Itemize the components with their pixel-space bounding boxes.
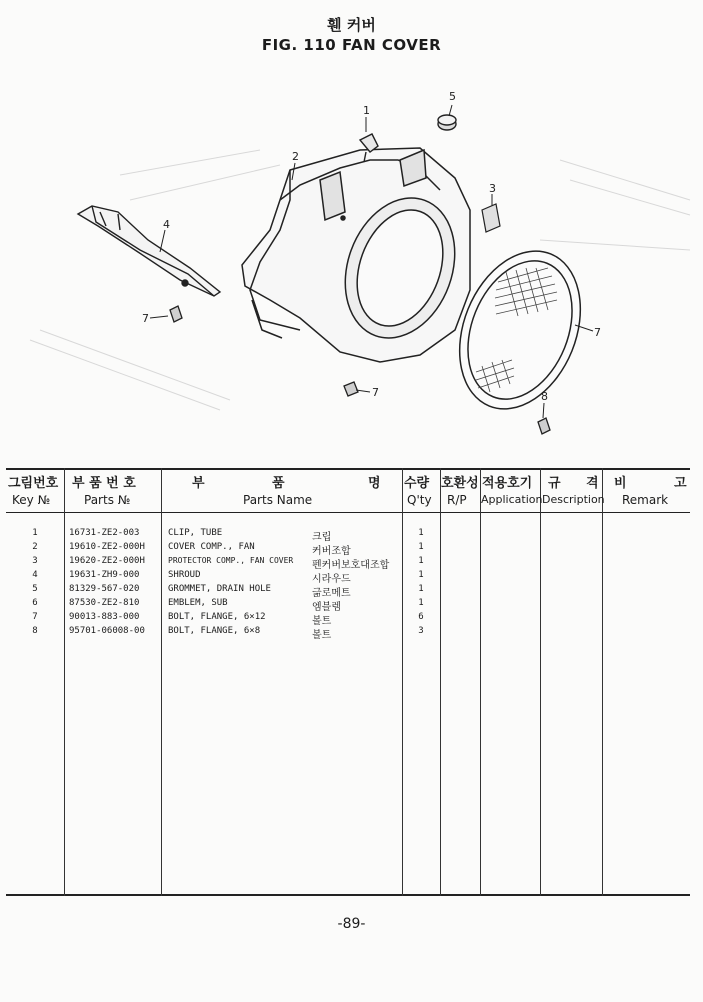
header-description-en: Description (542, 493, 605, 506)
header-qty-en: Q'ty (407, 493, 432, 507)
row-qty: 1 (418, 528, 424, 538)
row-qty: 3 (418, 626, 424, 636)
grommet-part (438, 115, 456, 130)
row-qty: 1 (418, 542, 424, 552)
row-part-number: 16731-ZE2-003 (69, 528, 140, 538)
header-remark-ko-2: 고 (674, 476, 687, 491)
row-part-name: GROMMET, DRAIN HOLE (168, 584, 271, 594)
row-part-name: BOLT, FLANGE, 6×12 (168, 612, 266, 622)
row-part-name-ko: 커버조합 (312, 546, 351, 557)
row-part-name-ko: 볼트 (312, 616, 332, 627)
header-remark-ko-1: 비 (614, 476, 627, 491)
header-key-en: Key № (12, 493, 51, 507)
row-part-name: BOLT, FLANGE, 6×8 (168, 626, 261, 636)
table-row (6, 542, 690, 556)
callout-7b: 7 (372, 386, 379, 399)
callout-7a: 7 (142, 312, 149, 325)
row-qty: 1 (418, 598, 424, 608)
shroud-part (78, 206, 220, 296)
callout-8: 8 (541, 390, 548, 403)
header-name-ko-1: 부 (192, 476, 205, 491)
row-part-number: 19631-ZH9-000 (69, 570, 140, 580)
row-part-number: 81329-567-020 (69, 584, 140, 594)
row-key: 5 (32, 584, 38, 594)
header-key-ko: 그림번호 (8, 476, 59, 491)
callout-4: 4 (163, 218, 170, 231)
header-desc-ko-2: 격 (586, 476, 599, 491)
table-row (6, 626, 690, 640)
fan-cover-part (242, 148, 473, 362)
row-key: 1 (32, 528, 38, 538)
header-application-ko: 적용호기 (482, 476, 533, 491)
callout-5: 5 (449, 90, 456, 103)
row-key: 8 (32, 626, 38, 636)
table-header-rule (6, 512, 690, 513)
row-qty: 1 (418, 556, 424, 566)
row-key: 2 (32, 542, 38, 552)
table-row (6, 598, 690, 612)
row-key: 3 (32, 556, 38, 566)
callout-1: 1 (363, 104, 370, 117)
page-number: -89- (337, 916, 366, 932)
row-key: 4 (32, 570, 38, 580)
row-part-number: 90013-883-000 (69, 612, 140, 622)
header-application-en: Application (481, 493, 543, 506)
row-part-name: EMBLEM, SUB (168, 598, 228, 608)
row-part-name-ko: 긂로메트 (312, 588, 351, 599)
row-qty: 1 (418, 570, 424, 580)
header-parts-no-ko: 부 품 번 호 (72, 476, 136, 491)
table-row (6, 556, 690, 570)
callout-3: 3 (489, 182, 496, 195)
row-part-number: 95701-06008-00 (69, 626, 145, 636)
row-key: 7 (32, 612, 38, 622)
row-part-name: SHROUD (168, 570, 201, 580)
row-key: 6 (32, 598, 38, 608)
parts-table (6, 468, 690, 896)
row-part-name: PROTECTOR COMP., FAN COVER (168, 556, 294, 565)
page-title: FIG. 110 FAN COVER (261, 36, 442, 54)
header-parts-no-en: Parts № (84, 493, 131, 507)
header-name-en: Parts Name (243, 493, 313, 507)
header-rp-ko: 호환성 (441, 476, 479, 491)
header-desc-ko-1: 규 (548, 476, 561, 491)
row-qty: 6 (418, 612, 424, 622)
header-rp-en: R/P (447, 493, 467, 507)
header-remark-en: Remark (622, 493, 669, 507)
table-top-rule (6, 468, 690, 470)
row-qty: 1 (418, 584, 424, 594)
header-name-ko-3: 명 (368, 476, 381, 491)
row-part-number: 19610-ZE2-000H (69, 542, 145, 552)
row-part-name-ko: 크립 (312, 532, 332, 543)
table-bottom-rule (6, 894, 690, 896)
table-row (6, 584, 690, 598)
row-part-number: 19620-ZE2-000H (69, 556, 145, 566)
callout-2: 2 (292, 150, 299, 163)
exploded-parts-diagram (0, 0, 703, 460)
row-part-name-ko: 시라우드 (312, 574, 351, 585)
header-name-ko-2: 품 (272, 476, 285, 491)
row-part-name: COVER COMP., FAN (168, 542, 255, 552)
callout-7c: 7 (594, 326, 601, 339)
page-title-korean: 휀 커버 (327, 16, 376, 34)
row-part-name-ko: 볼트 (312, 630, 332, 641)
row-part-name: CLIP, TUBE (168, 528, 223, 538)
header-qty-ko: 수량 (404, 476, 430, 491)
emblem-part (482, 204, 500, 232)
table-row (6, 612, 690, 626)
row-part-number: 87530-ZE2-810 (69, 598, 140, 608)
row-part-name-ko: 펜커버보호대조합 (312, 560, 390, 571)
row-part-name-ko: 엠블렘 (312, 602, 341, 613)
table-row (6, 570, 690, 584)
table-row (6, 528, 690, 542)
